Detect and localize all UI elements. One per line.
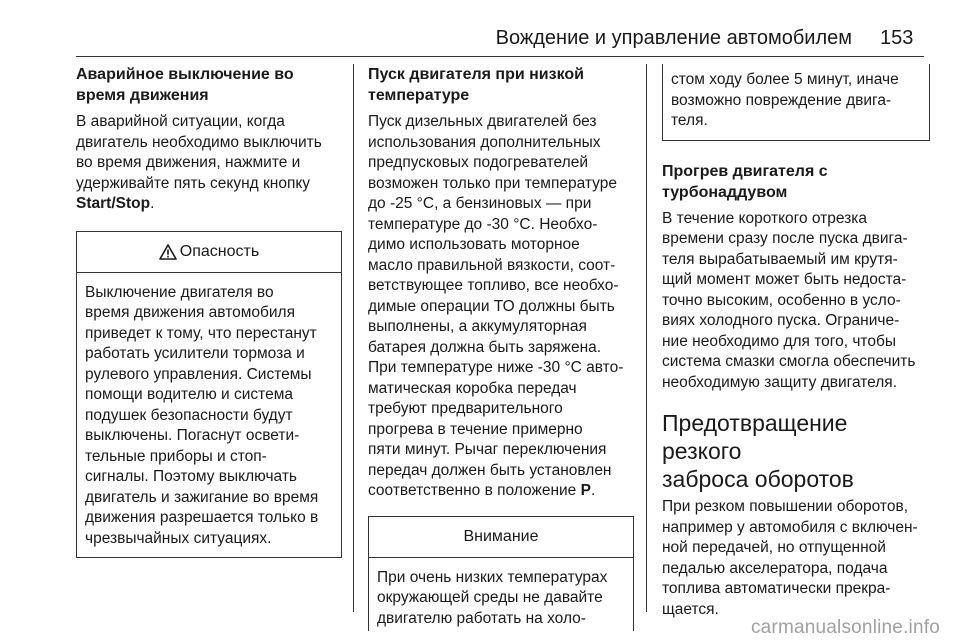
emergency-stop-text: В аварийной ситуации, когда двигатель необходимо выключить во время движения, нажмите и удерживайте пять секунд кнопку bbox=[76, 113, 322, 192]
section-heading-turbo-warmup: Прогрев двигателя с турбонаддувом bbox=[662, 162, 828, 201]
notice-box-header bbox=[369, 517, 633, 558]
cold-start-text: Пуск дизельных двигателей без использования дополнительных предпусковых подогревателей возможен только при температуре до -25 °C, а бензиновых — при температуре до -30 °C. Необхо- димо использовать моторное масло правильной вязкости, соот- ветствующее топливо, все необхо- димые операции ТО должны быть выполнены, а аккумуляторная батарея должна быть заряжена. При температуре ниже -30 °C авто- матическая коробка передач требуют предварительного прогрева в течение примерно пяти минут. Рычаг переключения передач должен быть установлен соответственно в положение bbox=[368, 113, 624, 499]
warning-triangle-icon bbox=[159, 244, 177, 260]
page-header-title: Вождение и управление автомобилем bbox=[495, 27, 852, 49]
danger-box bbox=[76, 231, 342, 559]
notice-box-continued bbox=[662, 64, 930, 141]
header-divider bbox=[76, 56, 924, 57]
turbo-warmup-paragraph: В течение короткого отрезка времени сразу после пуска двига- теля вырабатываемый им крутя- щий момент может быть недоста- точно высоким, особенно в усло- виях холодного пуска. Ограниче- ние необходимо для того, чтобы система смазки смогла обеспечить необходимую защиту двигателя. bbox=[662, 209, 916, 391]
notice-box-title: Внимание bbox=[463, 527, 539, 545]
cold-start-paragraph bbox=[368, 112, 634, 502]
column-1 bbox=[76, 64, 342, 558]
notice-box-body bbox=[369, 558, 633, 632]
column-3 bbox=[662, 64, 930, 620]
start-stop-button-label: Start/Stop bbox=[76, 195, 151, 212]
gear-position-label: P bbox=[580, 482, 591, 499]
danger-box-text: Выключение двигателя во время движения автомобиля приведет к тому, что перестанут работать усилители тормоза и рулевого управления. Системы помощи водителю и система подушек безопасности будут выключены. Погаснут освети- тельные приборы и стоп- сигналы. Поэтому выключать двигатель и зажигание во время движения разрешается только в чрезвычайных ситуациях. bbox=[85, 283, 319, 547]
notice-box-continued-text: стом ходу более 5 минут, иначе возможно повреждение двига- теля. bbox=[671, 71, 899, 129]
cold-start-suffix: . bbox=[590, 482, 596, 499]
column-divider-1 bbox=[353, 64, 354, 612]
danger-box-body bbox=[77, 273, 341, 558]
notice-box-continued-body bbox=[663, 64, 929, 140]
overrev-paragraph: При резком повышении оборотов, например у автомобиля с включен- ной передачей, но отпущенной педалью акселератора, подача топлива автоматически прекра- щается. bbox=[662, 498, 918, 618]
danger-box-title: Опасность bbox=[179, 242, 260, 260]
emergency-stop-paragraph bbox=[76, 112, 342, 215]
section-heading-emergency-stop: Аварийное выключение во время движения bbox=[76, 66, 294, 104]
column-2 bbox=[368, 64, 634, 631]
section-heading-cold-start: Пуск двигателя при низкой температуре bbox=[368, 66, 584, 104]
danger-box-header bbox=[77, 232, 341, 273]
emergency-stop-suffix: . bbox=[150, 195, 155, 212]
column-divider-2 bbox=[646, 64, 647, 612]
notice-box-text: При очень низких температурах окружающей среды не давайте двигателю работать на холо- bbox=[377, 568, 608, 627]
section-heading-overrev-protection: Предотвращение резкого заброса оборотов bbox=[662, 410, 854, 492]
watermark: carmanualsonline.info bbox=[750, 617, 940, 638]
notice-box bbox=[368, 516, 634, 632]
page-number: 153 bbox=[880, 27, 914, 49]
